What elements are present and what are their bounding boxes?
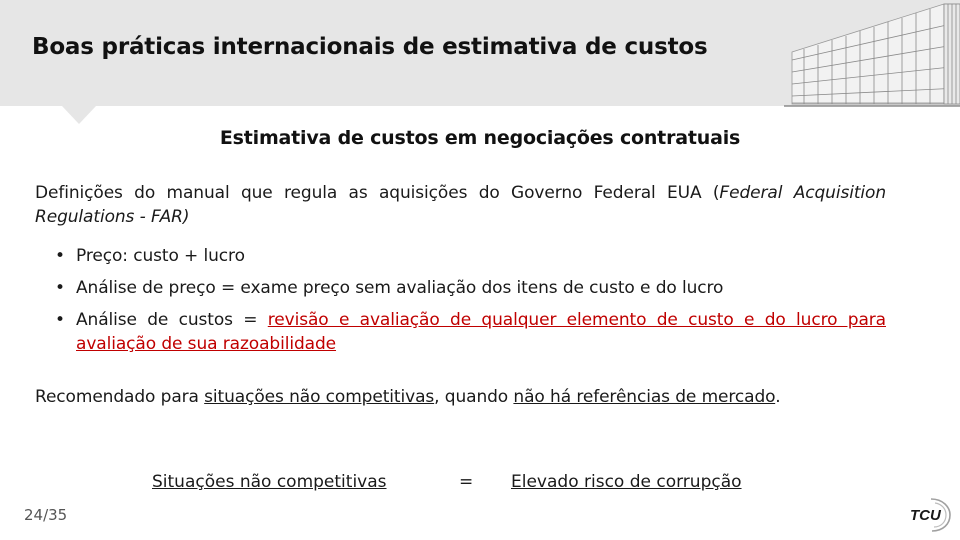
slide-title: Boas práticas internacionais de estimativa de custos bbox=[32, 34, 708, 60]
bullet-item bbox=[55, 244, 886, 268]
equation-sign: = bbox=[459, 472, 474, 492]
recommendation-underlined-2: não há referências de mercado bbox=[513, 387, 776, 407]
bullet-icon: • bbox=[55, 310, 65, 330]
recommendation-paragraph bbox=[35, 385, 886, 409]
building-icon bbox=[784, 0, 960, 112]
bullet-highlight: revisão e avaliação de qualquer elemento de custo e do lucro para avaliação de sua razoabilidade bbox=[76, 310, 886, 354]
page-number: 24/35 bbox=[24, 506, 68, 524]
bullet-text: Análise de preço = exame preço sem avaliação dos itens de custo e do lucro bbox=[76, 278, 724, 298]
tcu-logo-icon bbox=[906, 497, 952, 533]
bullet-icon: • bbox=[55, 278, 65, 298]
intro-text: Definições do manual que regula as aquisições do Governo Federal EUA ( bbox=[35, 183, 720, 203]
intro-italic: Federal Acquisition Regulations - FAR) bbox=[35, 183, 887, 227]
bullet-text: Preço: custo + lucro bbox=[76, 246, 245, 266]
logo-text: TCU bbox=[910, 507, 941, 524]
equation-right: Elevado risco de corrupção bbox=[511, 472, 742, 492]
recommendation-underlined-1: situações não competitivas bbox=[204, 387, 435, 407]
recommendation-suffix: . bbox=[775, 387, 781, 407]
header-pointer bbox=[62, 106, 96, 124]
bullet-icon: • bbox=[55, 246, 65, 266]
bullet-item bbox=[55, 276, 886, 300]
bullet-list bbox=[55, 244, 886, 356]
bullet-item bbox=[55, 308, 886, 356]
equation-left: Situações não competitivas bbox=[152, 472, 387, 492]
equation-row bbox=[0, 472, 960, 498]
bullet-text: Análise de custos = bbox=[76, 310, 268, 330]
intro-paragraph bbox=[35, 181, 886, 229]
recommendation-middle: , quando bbox=[434, 387, 514, 407]
recommendation-prefix: Recomendado para bbox=[35, 387, 205, 407]
section-subtitle: Estimativa de custos em negociações contratuais bbox=[219, 127, 741, 149]
